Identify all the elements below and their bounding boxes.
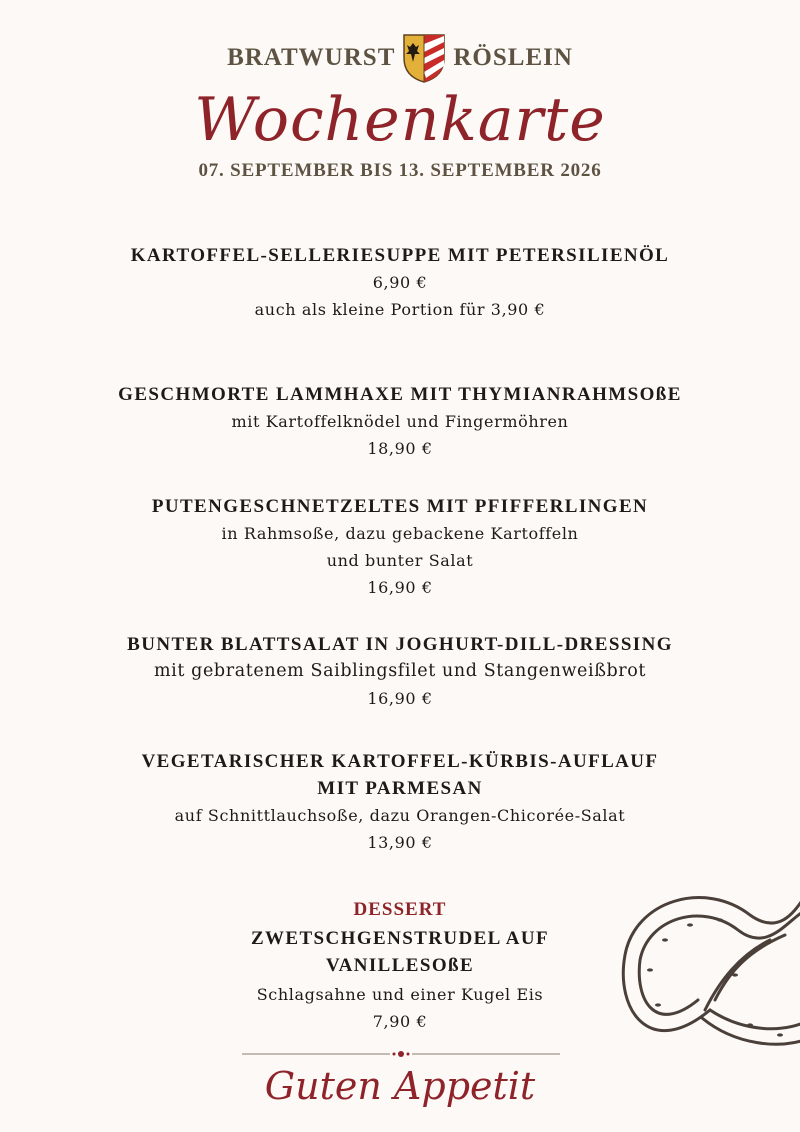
dish-note: auch als kleine Portion für 3,90 € [254, 300, 546, 319]
ornament-divider [242, 1050, 560, 1058]
dessert-description: Schlagsahne und einer Kugel Eis [256, 985, 544, 1004]
brand-name-left: BRATWURST [227, 44, 396, 71]
dish-price: 13,90 € [367, 833, 433, 852]
menu-item [0, 748, 800, 856]
dish-title: VEGETARISCHER KARTOFFEL-KÜRBIS-AUFLAUF [141, 751, 659, 772]
date-range: 07. SEPTEMBER BIS 13. SEPTEMBER 2026 [198, 160, 602, 181]
menu-item [0, 493, 800, 601]
menu-item [0, 631, 800, 712]
nuremberg-coat-of-arms-icon [401, 32, 447, 84]
brand-name-right: RÖSLEIN [453, 44, 573, 71]
dessert-label: DESSERT [353, 899, 447, 920]
page-title: Wochenkarte [194, 85, 606, 155]
dessert-price: 7,90 € [372, 1012, 428, 1031]
dish-title: PUTENGESCHNETZELTES MIT PFIFFERLINGEN [151, 496, 649, 517]
dish-description: auf Schnittlauchsoße, dazu Orangen-Chicorée-Salat [174, 806, 626, 825]
dish-price: 16,90 € [367, 689, 433, 708]
closing-greeting: Guten Appetit [264, 1064, 536, 1108]
dish-description: in Rahmsoße, dazu gebackene Kartoffeln [221, 524, 579, 543]
dish-title-line2: MIT PARMESAN [317, 778, 483, 799]
dish-price: 16,90 € [367, 578, 433, 597]
dish-price: 18,90 € [367, 439, 433, 458]
dish-description: und bunter Salat [326, 551, 474, 570]
menu-item [0, 381, 800, 462]
pretzel-icon [610, 860, 800, 1070]
dish-description: mit Kartoffelknödel und Fingermöhren [231, 412, 569, 431]
dish-title: BUNTER BLATTSALAT IN JOGHURT-DILL-DRESSING [127, 634, 673, 655]
menu-item [0, 242, 800, 323]
dish-description: mit gebratenem Saiblingsfilet und Stangenweißbrot [153, 661, 647, 681]
dessert-title-line2: VANILLESOßE [325, 955, 475, 976]
dish-title: GESCHMORTE LAMMHAXE MIT THYMIANRAHMSOßE [118, 384, 682, 405]
brand-header [0, 38, 800, 78]
dish-price: 6,90 € [372, 273, 428, 292]
dish-title: KARTOFFEL-SELLERIESUPPE MIT PETERSILIENÖL [130, 245, 670, 266]
dessert-title: ZWETSCHGENSTRUDEL AUF [250, 928, 550, 949]
